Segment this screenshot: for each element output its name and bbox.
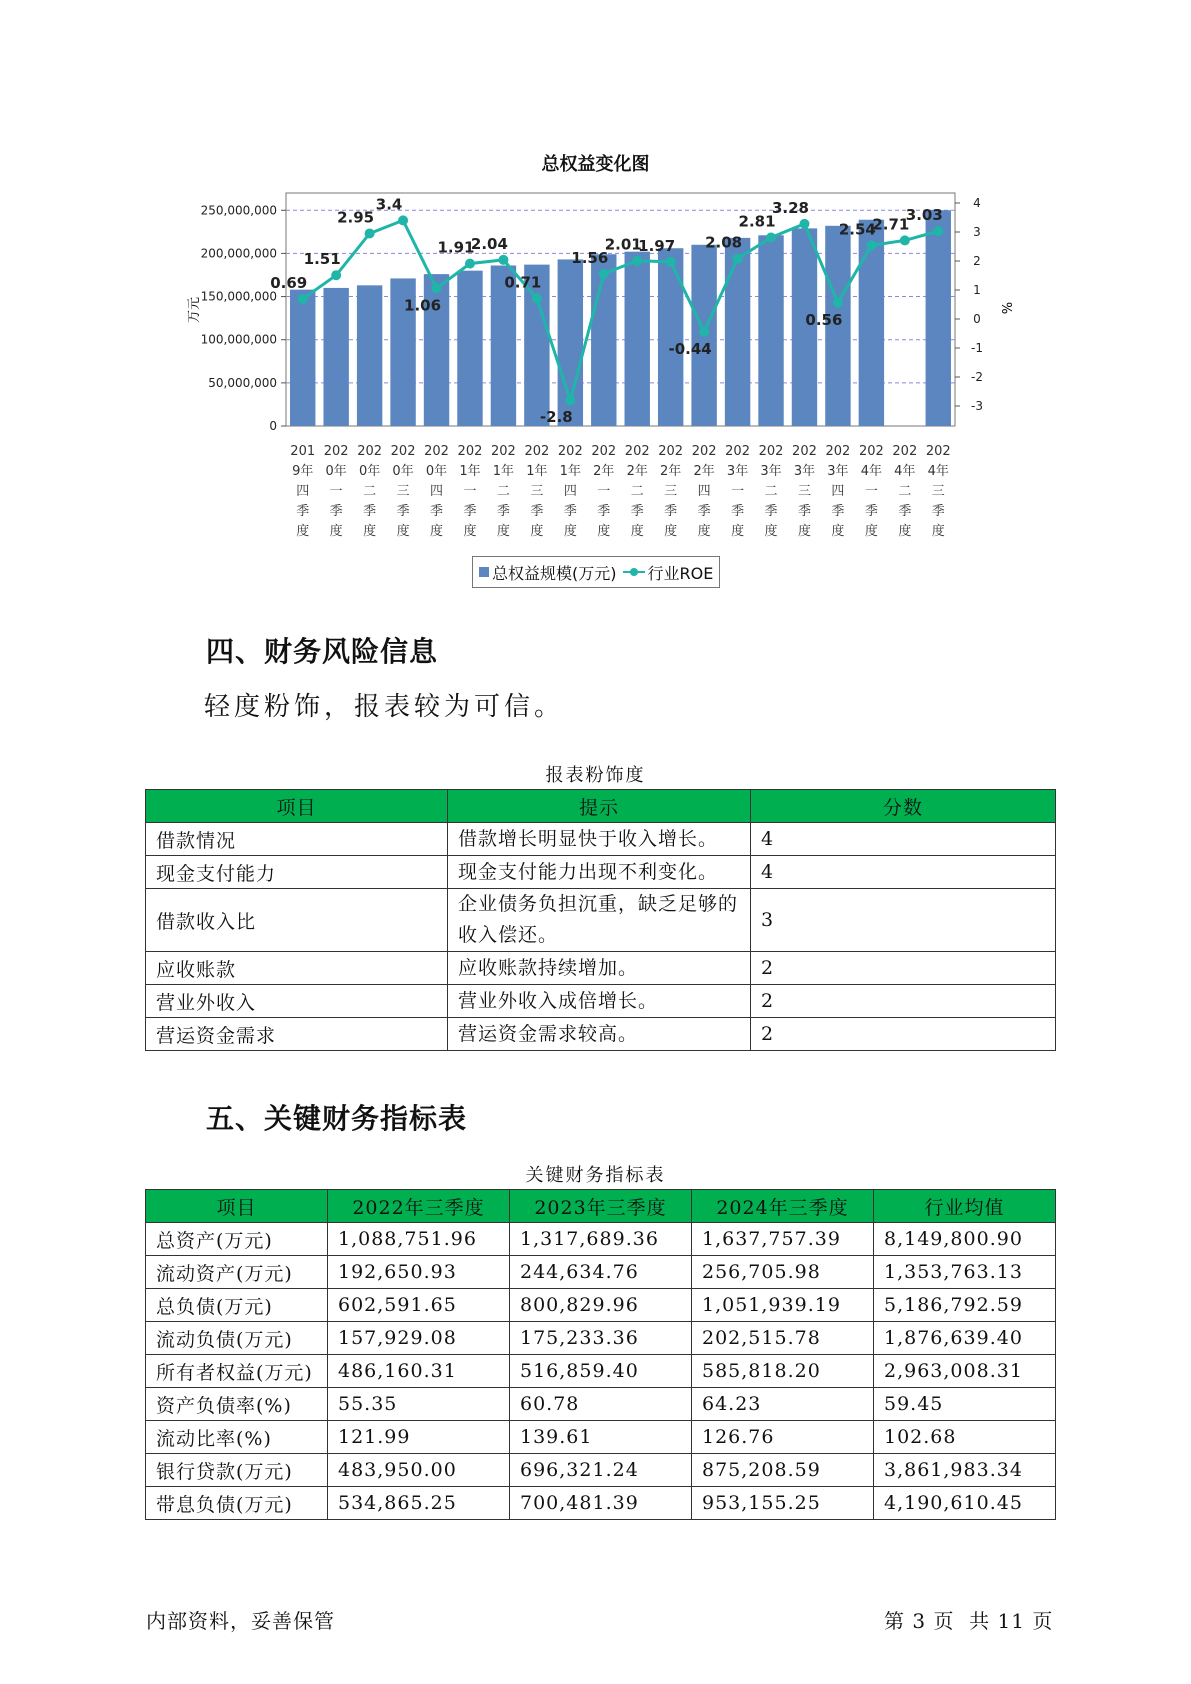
x-tick-label: 度 (697, 524, 711, 539)
header-cell: 分数 (751, 790, 1056, 823)
roe-point (666, 257, 676, 267)
header-cell: 提示 (448, 790, 751, 823)
indicator-table (145, 1189, 1056, 1520)
x-tick-label: 一 (329, 484, 343, 499)
x-tick-label: 三 (396, 484, 410, 499)
y-tick-label: 50,000,000 (208, 375, 277, 390)
bar (290, 290, 315, 426)
y2-tick-label: 4 (973, 196, 981, 210)
table-cell: 55.35 (328, 1388, 510, 1421)
table-row (146, 1223, 1056, 1256)
table-cell: 现金支付能力出现不利变化。 (448, 856, 751, 889)
roe-data-label: 2.01 (604, 235, 642, 254)
table-row (146, 1322, 1056, 1355)
table-cell: 516,859.40 (510, 1355, 692, 1388)
x-tick-label: 2年 (660, 464, 682, 479)
x-tick-label: 季 (898, 504, 912, 519)
roe-point (532, 293, 542, 303)
x-tick-label: 二 (764, 484, 778, 499)
x-tick-label: 201 (290, 444, 316, 459)
x-tick-label: 度 (430, 524, 444, 539)
x-tick-label: 202 (323, 444, 349, 459)
table-cell: 借款增长明显快于收入增长。 (448, 823, 751, 856)
table-cell: 3 (751, 889, 1056, 952)
roe-data-label: 1.06 (404, 296, 442, 315)
x-tick-label: 度 (864, 524, 878, 539)
x-tick-label: 1年 (526, 464, 548, 479)
table-cell: 585,818.20 (692, 1355, 874, 1388)
x-tick-label: 2年 (693, 464, 715, 479)
table-cell: 4 (751, 823, 1056, 856)
x-tick-label: 1年 (459, 464, 481, 479)
bar (859, 220, 884, 426)
roe-point (833, 298, 843, 308)
roe-point (565, 395, 575, 405)
x-tick-label: 0年 (392, 464, 414, 479)
roe-data-label: 2.71 (872, 215, 910, 234)
x-tick-label: 三 (530, 484, 544, 499)
x-tick-label: 季 (864, 504, 878, 519)
table-row (146, 1388, 1056, 1421)
indicator-table-header (146, 1190, 1056, 1223)
footer-confidential: 内部资料，妥善保管 (146, 1609, 335, 1633)
bar (323, 288, 348, 426)
x-tick-label: 3年 (827, 464, 849, 479)
table-cell: 总资产(万元) (146, 1223, 328, 1256)
table-cell: 59.45 (874, 1388, 1056, 1421)
table-cell: 带息负债(万元) (146, 1487, 328, 1520)
x-tick-label: 度 (496, 524, 510, 539)
y2-tick-label: 1 (973, 283, 981, 297)
roe-data-label: 3.03 (905, 206, 943, 225)
x-tick-label: 四 (831, 484, 845, 499)
x-tick-label: 202 (725, 444, 750, 459)
table-row (146, 889, 1056, 952)
table-row (146, 952, 1056, 985)
x-tick-label: 度 (597, 524, 611, 539)
table-cell: 256,705.98 (692, 1256, 874, 1289)
equity-roe-chart (0, 0, 1191, 600)
x-tick-label: 202 (457, 444, 483, 459)
x-tick-label: 三 (797, 484, 811, 499)
x-tick-label: 202 (557, 444, 583, 459)
x-tick-label: 202 (491, 444, 516, 459)
x-tick-label: 202 (357, 444, 383, 459)
risk-conclusion: 轻度粉饰，报表较为可信。 (204, 692, 565, 722)
roe-data-label: 1.91 (437, 238, 475, 257)
x-tick-label: 202 (591, 444, 617, 459)
bar (658, 248, 683, 426)
x-tick-label: 度 (664, 524, 678, 539)
roe-point (733, 254, 743, 264)
table-cell: 3,861,983.34 (874, 1454, 1056, 1487)
x-tick-label: 季 (530, 504, 544, 519)
table-cell: 121.99 (328, 1421, 510, 1454)
table-cell: 157,929.08 (328, 1322, 510, 1355)
table-cell: 1,637,757.39 (692, 1223, 874, 1256)
x-tick-label: 4年 (894, 464, 916, 479)
x-tick-label: 度 (296, 524, 310, 539)
header-cell: 项目 (146, 790, 448, 823)
x-tick-label: 季 (731, 504, 745, 519)
roe-point (699, 327, 709, 337)
y-axis-title: 万元 (187, 296, 202, 324)
x-tick-label: 季 (764, 504, 778, 519)
x-tick-label: 202 (524, 444, 550, 459)
x-tick-label: 度 (797, 524, 811, 539)
x-tick-label: 二 (363, 484, 377, 499)
table-row (146, 1256, 1056, 1289)
x-tick-label: 202 (691, 444, 717, 459)
table-cell: 2 (751, 952, 1056, 985)
x-tick-label: 四 (697, 484, 711, 499)
x-tick-label: 度 (463, 524, 477, 539)
roe-point (365, 228, 375, 238)
roe-point (465, 259, 475, 269)
table-cell: 244,634.76 (510, 1256, 692, 1289)
table-cell: 借款情况 (146, 823, 448, 856)
risk-table (145, 789, 1056, 1051)
x-tick-label: 季 (931, 504, 945, 519)
bar (591, 254, 616, 426)
bar (926, 210, 951, 426)
table-cell: 总负债(万元) (146, 1289, 328, 1322)
x-tick-label: 季 (396, 504, 410, 519)
table-cell: 应收账款持续增加。 (448, 952, 751, 985)
bar (758, 235, 783, 426)
x-tick-label: 202 (892, 444, 918, 459)
roe-data-label: 2.81 (738, 212, 776, 231)
x-tick-label: 季 (329, 504, 343, 519)
table-cell: 102.68 (874, 1421, 1056, 1454)
x-tick-label: 3年 (793, 464, 816, 479)
x-tick-label: 二 (630, 484, 644, 499)
x-tick-label: 三 (664, 484, 678, 499)
table-cell: 126.76 (692, 1421, 874, 1454)
table-cell: 企业债务负担沉重，缺乏足够的收入偿还。 (448, 889, 751, 952)
table-row (146, 823, 1056, 856)
x-tick-label: 季 (831, 504, 845, 519)
table-cell: 流动比率(%) (146, 1421, 328, 1454)
roe-point (933, 226, 943, 236)
roe-point (866, 240, 876, 250)
x-tick-label: 4年 (860, 464, 883, 479)
table-cell: 银行贷款(万元) (146, 1454, 328, 1487)
x-tick-label: 一 (463, 484, 477, 499)
roe-point (900, 235, 910, 245)
roe-data-label: -2.8 (539, 408, 573, 427)
roe-point (599, 269, 609, 279)
y2-axis-title: % (998, 301, 1013, 315)
roe-point (766, 233, 776, 243)
table-cell: 营业外收入成倍增长。 (448, 985, 751, 1018)
x-tick-label: 3年 (726, 464, 749, 479)
y-tick-label: 200,000,000 (200, 246, 277, 261)
table-row (146, 1421, 1056, 1454)
table-cell: 800,829.96 (510, 1289, 692, 1322)
roe-data-label: 3.4 (375, 195, 403, 214)
x-tick-label: 季 (630, 504, 644, 519)
x-tick-label: 季 (797, 504, 811, 519)
y2-tick-label: -3 (971, 399, 983, 413)
x-tick-label: 2年 (626, 464, 648, 479)
table-cell: 8,149,800.90 (874, 1223, 1056, 1256)
x-tick-label: 四 (296, 484, 310, 499)
x-tick-label: 度 (363, 524, 377, 539)
table-row (146, 1454, 1056, 1487)
table-cell: 139.61 (510, 1421, 692, 1454)
table-cell: 700,481.39 (510, 1487, 692, 1520)
roe-point (331, 270, 341, 280)
roe-point (799, 219, 809, 229)
x-tick-label: 0年 (358, 464, 381, 479)
x-tick-label: 202 (792, 444, 817, 459)
x-tick-label: 季 (697, 504, 711, 519)
y-tick-label: 100,000,000 (200, 332, 277, 347)
roe-data-label: -0.44 (668, 339, 712, 358)
table-cell: 资产负债率(%) (146, 1388, 328, 1421)
roe-data-label: 1.56 (571, 248, 609, 267)
table-row (146, 1018, 1056, 1051)
x-tick-label: 202 (858, 444, 884, 459)
table-cell: 现金支付能力 (146, 856, 448, 889)
roe-data-label: 1.97 (638, 236, 676, 255)
table-cell: 875,208.59 (692, 1454, 874, 1487)
x-tick-label: 季 (664, 504, 678, 519)
x-tick-label: 9年 (292, 464, 314, 479)
x-tick-label: 度 (764, 524, 778, 539)
x-tick-label: 二 (898, 484, 912, 499)
legend-item-bar (479, 561, 617, 584)
x-tick-label: 一 (731, 484, 745, 499)
table-cell: 4,190,610.45 (874, 1487, 1056, 1520)
x-tick-label: 季 (430, 504, 444, 519)
x-tick-label: 一 (597, 484, 611, 499)
bar-swatch-icon (479, 567, 489, 577)
table-cell: 流动负债(万元) (146, 1322, 328, 1355)
bar (457, 271, 482, 426)
table-row (146, 1289, 1056, 1322)
x-tick-label: 四 (563, 484, 577, 499)
x-tick-label: 1年 (559, 464, 581, 479)
x-tick-label: 0年 (325, 464, 347, 479)
risk-table-header (146, 790, 1056, 823)
x-tick-label: 3年 (760, 464, 782, 479)
table-cell: 1,317,689.36 (510, 1223, 692, 1256)
table-cell: 1,876,639.40 (874, 1322, 1056, 1355)
roe-point (298, 294, 308, 304)
y2-tick-label: 3 (973, 225, 981, 239)
table-cell: 175,233.36 (510, 1322, 692, 1355)
bar (625, 252, 650, 426)
header-cell: 项目 (146, 1190, 328, 1223)
y-tick-label: 250,000,000 (200, 203, 277, 218)
x-tick-label: 1年 (492, 464, 515, 479)
line-swatch-icon (623, 567, 645, 577)
x-tick-label: 202 (424, 444, 449, 459)
table-cell: 602,591.65 (328, 1289, 510, 1322)
table-cell: 483,950.00 (328, 1454, 510, 1487)
table-cell: 64.23 (692, 1388, 874, 1421)
y-tick-label: 0 (269, 419, 277, 433)
legend-item-line (623, 561, 714, 584)
x-tick-label: 度 (630, 524, 644, 539)
x-tick-label: 三 (931, 484, 945, 499)
roe-data-label: 0.69 (270, 273, 308, 292)
roe-data-label: 2.95 (337, 208, 375, 227)
table-row (146, 856, 1056, 889)
header-cell: 2023年三季度 (510, 1190, 692, 1223)
table-cell: 696,321.24 (510, 1454, 692, 1487)
x-tick-label: 度 (396, 524, 410, 539)
roe-point (498, 255, 508, 265)
roe-data-label: 2.08 (705, 233, 743, 252)
legend-label-line: 行业ROE (647, 563, 714, 583)
x-tick-label: 度 (530, 524, 544, 539)
roe-data-label: 1.51 (303, 250, 341, 269)
section4-heading: 四、财务风险信息 (206, 635, 439, 668)
roe-point (632, 256, 642, 266)
x-tick-label: 度 (831, 524, 845, 539)
y2-tick-label: 0 (973, 312, 981, 326)
table-row (146, 1487, 1056, 1520)
table-row (146, 1355, 1056, 1388)
header-cell: 2024年三季度 (692, 1190, 874, 1223)
roe-data-label: 2.04 (470, 234, 508, 253)
table-cell: 1,051,939.19 (692, 1289, 874, 1322)
table-cell: 借款收入比 (146, 889, 448, 952)
table-cell: 202,515.78 (692, 1322, 874, 1355)
roe-data-label: 2.54 (838, 220, 876, 239)
chart-legend (472, 556, 720, 588)
indicator-table-caption: 关键财务指标表 (525, 1165, 666, 1186)
bar (357, 285, 382, 426)
table-cell: 营业外收入 (146, 985, 448, 1018)
x-tick-label: 202 (758, 444, 784, 459)
x-tick-label: 季 (597, 504, 611, 519)
table-cell: 所有者权益(万元) (146, 1355, 328, 1388)
roe-data-label: 3.28 (771, 198, 809, 217)
x-tick-label: 0年 (425, 464, 448, 479)
table-cell: 4 (751, 856, 1056, 889)
y2-tick-label: 2 (973, 254, 981, 268)
table-cell: 486,160.31 (328, 1355, 510, 1388)
x-tick-label: 202 (825, 444, 851, 459)
x-tick-label: 二 (496, 484, 510, 499)
table-cell: 953,155.25 (692, 1487, 874, 1520)
x-tick-label: 季 (563, 504, 577, 519)
x-tick-label: 四 (430, 484, 444, 499)
chart-title: 总权益变化图 (541, 154, 650, 175)
x-tick-label: 2年 (593, 464, 615, 479)
table-cell: 1,353,763.13 (874, 1256, 1056, 1289)
roe-point (398, 215, 408, 225)
table-cell: 流动资产(万元) (146, 1256, 328, 1289)
table-cell: 192,650.93 (328, 1256, 510, 1289)
table-cell: 2,963,008.31 (874, 1355, 1056, 1388)
roe-data-label: 0.71 (504, 273, 542, 292)
roe-data-label: 0.56 (805, 310, 843, 329)
risk-table-caption: 报表粉饰度 (545, 765, 646, 786)
x-tick-label: 4年 (927, 464, 949, 479)
table-cell: 2 (751, 985, 1056, 1018)
y-tick-label: 150,000,000 (200, 289, 277, 304)
table-cell: 2 (751, 1018, 1056, 1051)
bar (725, 238, 750, 426)
x-tick-label: 度 (329, 524, 343, 539)
y2-tick-label: -2 (971, 370, 983, 384)
x-tick-label: 度 (563, 524, 577, 539)
footer-page-number: 第 3 页 共 11 页 (884, 1609, 1054, 1633)
table-cell: 5,186,792.59 (874, 1289, 1056, 1322)
table-cell: 营运资金需求 (146, 1018, 448, 1051)
table-cell: 营运资金需求较高。 (448, 1018, 751, 1051)
x-tick-label: 季 (463, 504, 477, 519)
legend-label-bar: 总权益规模(万元) (492, 563, 617, 583)
table-cell: 534,865.25 (328, 1487, 510, 1520)
roe-point (432, 283, 442, 293)
table-row (146, 985, 1056, 1018)
x-tick-label: 202 (658, 444, 684, 459)
x-tick-label: 202 (624, 444, 650, 459)
x-tick-label: 度 (931, 524, 945, 539)
x-tick-label: 一 (864, 484, 878, 499)
x-tick-label: 季 (496, 504, 510, 519)
x-tick-label: 季 (363, 504, 377, 519)
x-tick-label: 度 (731, 524, 745, 539)
x-tick-label: 季 (296, 504, 310, 519)
header-cell: 2022年三季度 (328, 1190, 510, 1223)
section5-heading: 五、关键财务指标表 (206, 1102, 468, 1135)
table-cell: 1,088,751.96 (328, 1223, 510, 1256)
table-cell: 60.78 (510, 1388, 692, 1421)
table-cell: 应收账款 (146, 952, 448, 985)
x-tick-label: 202 (925, 444, 951, 459)
y2-tick-label: -1 (971, 341, 983, 355)
header-cell: 行业均值 (874, 1190, 1056, 1223)
x-tick-label: 度 (898, 524, 912, 539)
x-tick-label: 202 (390, 444, 416, 459)
